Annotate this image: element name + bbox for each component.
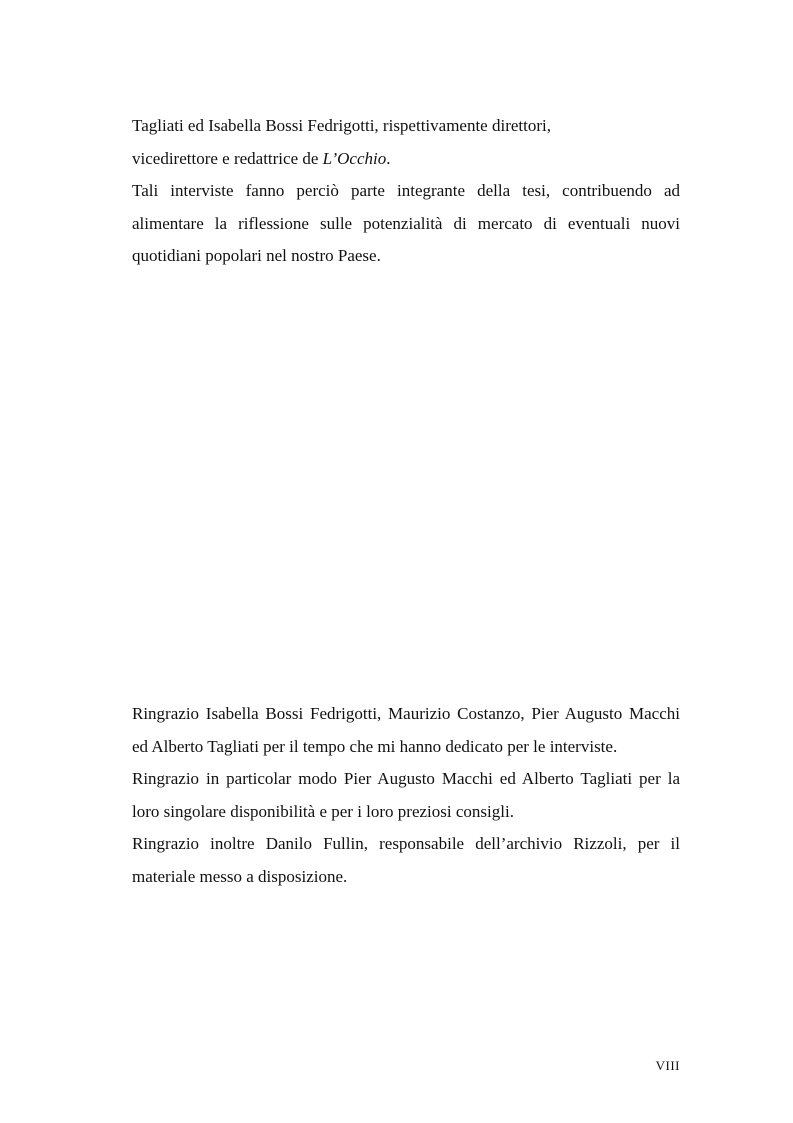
page-number: VIII xyxy=(655,1058,680,1073)
paragraph-directors-line-2-prefix: vicedirettore e redattrice de xyxy=(132,148,323,168)
intro-text-block xyxy=(132,110,680,273)
paragraph-directors-line-1: Tagliati ed Isabella Bossi Fedrigotti, rispettivamente direttori, xyxy=(132,116,551,135)
acknowledgement-paragraph-1: Ringrazio Isabella Bossi Fedrigotti, Maurizio Costanzo, Pier Augusto Macchi ed Alberto Tagliati per il tempo che mi hanno dedicato per le interviste. xyxy=(132,704,680,756)
acknowledgements-block xyxy=(132,698,680,893)
paragraph-directors xyxy=(132,110,680,175)
acknowledgement-paragraph-3: Ringrazio inoltre Danilo Fullin, responsabile dell’archivio Rizzoli, per il materiale messo a disposizione. xyxy=(132,834,680,886)
paragraph-interviews: Tali interviste fanno perciò parte integrante della tesi, contribuendo ad alimentare la riflessione sulle potenzialità di mercato di eventuali nuovi quotidiani popolari nel nostro Paese. xyxy=(132,181,680,265)
paragraph-directors-line-2-suffix: . xyxy=(386,148,391,168)
newspaper-title: L’Occhio xyxy=(322,148,387,168)
acknowledgement-paragraph-2: Ringrazio in particolar modo Pier Augusto Macchi ed Alberto Tagliati per la loro singolare disponibilità e per i loro preziosi consigli. xyxy=(132,769,680,821)
